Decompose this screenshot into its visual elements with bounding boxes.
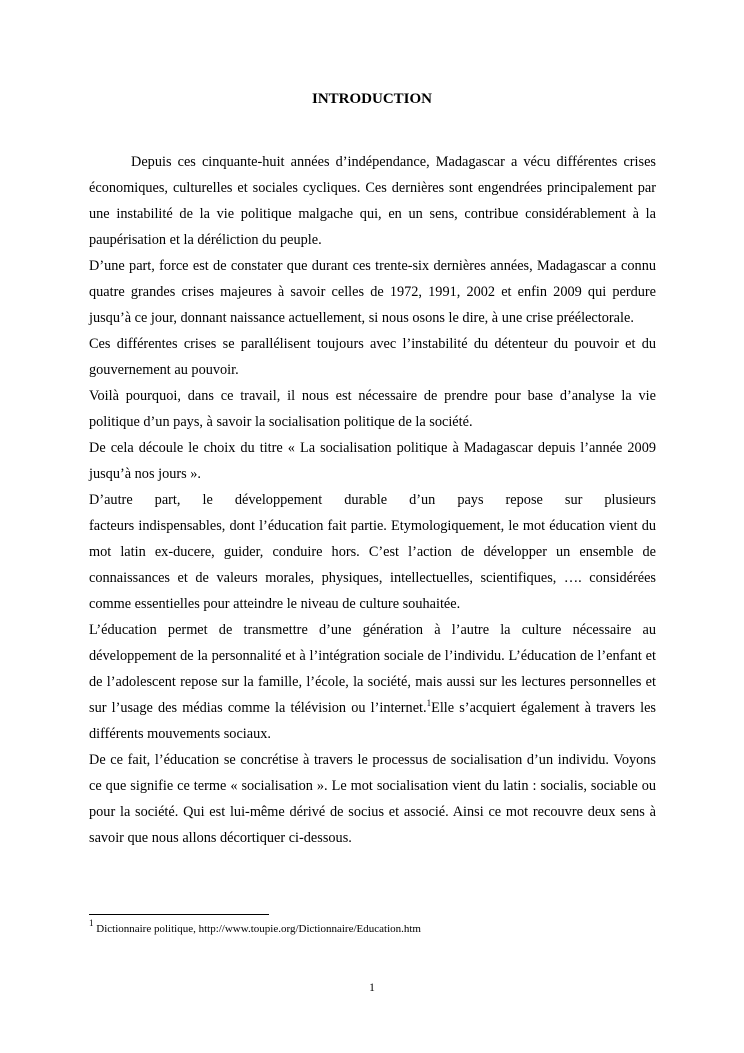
paragraph-education bbox=[89, 617, 656, 747]
footnote-reference[interactable]: 1 bbox=[426, 698, 432, 708]
footnote-text: Dictionnaire politique, http://www.toupie.org/Dictionnaire/Education.htm bbox=[93, 923, 421, 935]
paragraph-crises: D’une part, force est de constater que durant ces trente-six dernières années, Madagascar a connu quatre grandes crises majeures à savoir celles de 1972, 1991, 2002 et enfin 2009 qui perdure jusqu’à ce jour, donnant naissance actuellement, si nous osons le dire, à une crise préélectorale. bbox=[89, 258, 656, 326]
paragraph-intro: Depuis ces cinquante-huit années d’indépendance, Madagascar a vécu différentes crises économiques, culturelles et sociales cycliques. Ces dernières sont engendrées principalement par une instabilité de la vie politique malgache qui, en un sens, contribue considérablement à la paupérisation et la déréliction du peuple. bbox=[89, 154, 656, 248]
footnote-marker: 1 bbox=[89, 918, 94, 928]
footnote-divider bbox=[89, 914, 269, 915]
paragraph-etymology: facteurs indispensables, dont l’éducation fait partie. Etymologiquement, le mot éducation vient du mot latin ex-ducere, guider, conduire hors. C’est l’action de développer un ensemble de connaissances et de valeurs morales, physiques, intellectuelles, scientifiques, …. considérées comme essentielles pour atteindre le niveau de culture souhaitée. bbox=[89, 518, 656, 612]
body-text bbox=[89, 149, 656, 851]
page-title: INTRODUCTION bbox=[311, 91, 432, 107]
paragraph-title-choice: De cela découle le choix du titre « La socialisation politique à Madagascar depuis l’année 2009 jusqu’à nos jours ». bbox=[89, 440, 656, 482]
paragraph-instability: Ces différentes crises se parallélisent toujours avec l’instabilité du détenteur du pouvoir et du gouvernement au pouvoir. bbox=[89, 336, 656, 378]
page-number: 1 bbox=[369, 982, 375, 994]
paragraph-socialisation: De ce fait, l’éducation se concrétise à travers le processus de socialisation d’un individu. Voyons ce que signifie ce terme « socialisation ». Le mot socialisation vient du latin : socialis, sociable ou pour la société. Qui est lui-même dérivé de socius et associé. Ainsi ce mot recouvre deux sens à savoir que nous allons décortiquer ci-dessous. bbox=[89, 752, 656, 846]
footnote bbox=[89, 918, 656, 937]
education-text: L’éducation permet de transmettre d’une génération à l’autre la culture nécessaire au développement de la personnalité et à l’intégration sociale de l’individu. L’éducation de l’enfant et de l’adolescent repose sur la famille, l’école, la société, mais aussi sur les lectures personnelles et sur l’usage des médias comme la télévision ou l’internet. bbox=[89, 622, 656, 716]
education-text-continued: Elle s’acquiert également à travers les différents mouvements sociaux. bbox=[89, 700, 656, 742]
paragraph-purpose: Voilà pourquoi, dans ce travail, il nous est nécessaire de prendre pour base d’analyse la vie politique d’un pays, à savoir la socialisation politique de la société. bbox=[89, 388, 656, 430]
paragraph-development-line: D’autre part, le développement durable d’un pays repose sur plusieurs bbox=[89, 492, 656, 508]
